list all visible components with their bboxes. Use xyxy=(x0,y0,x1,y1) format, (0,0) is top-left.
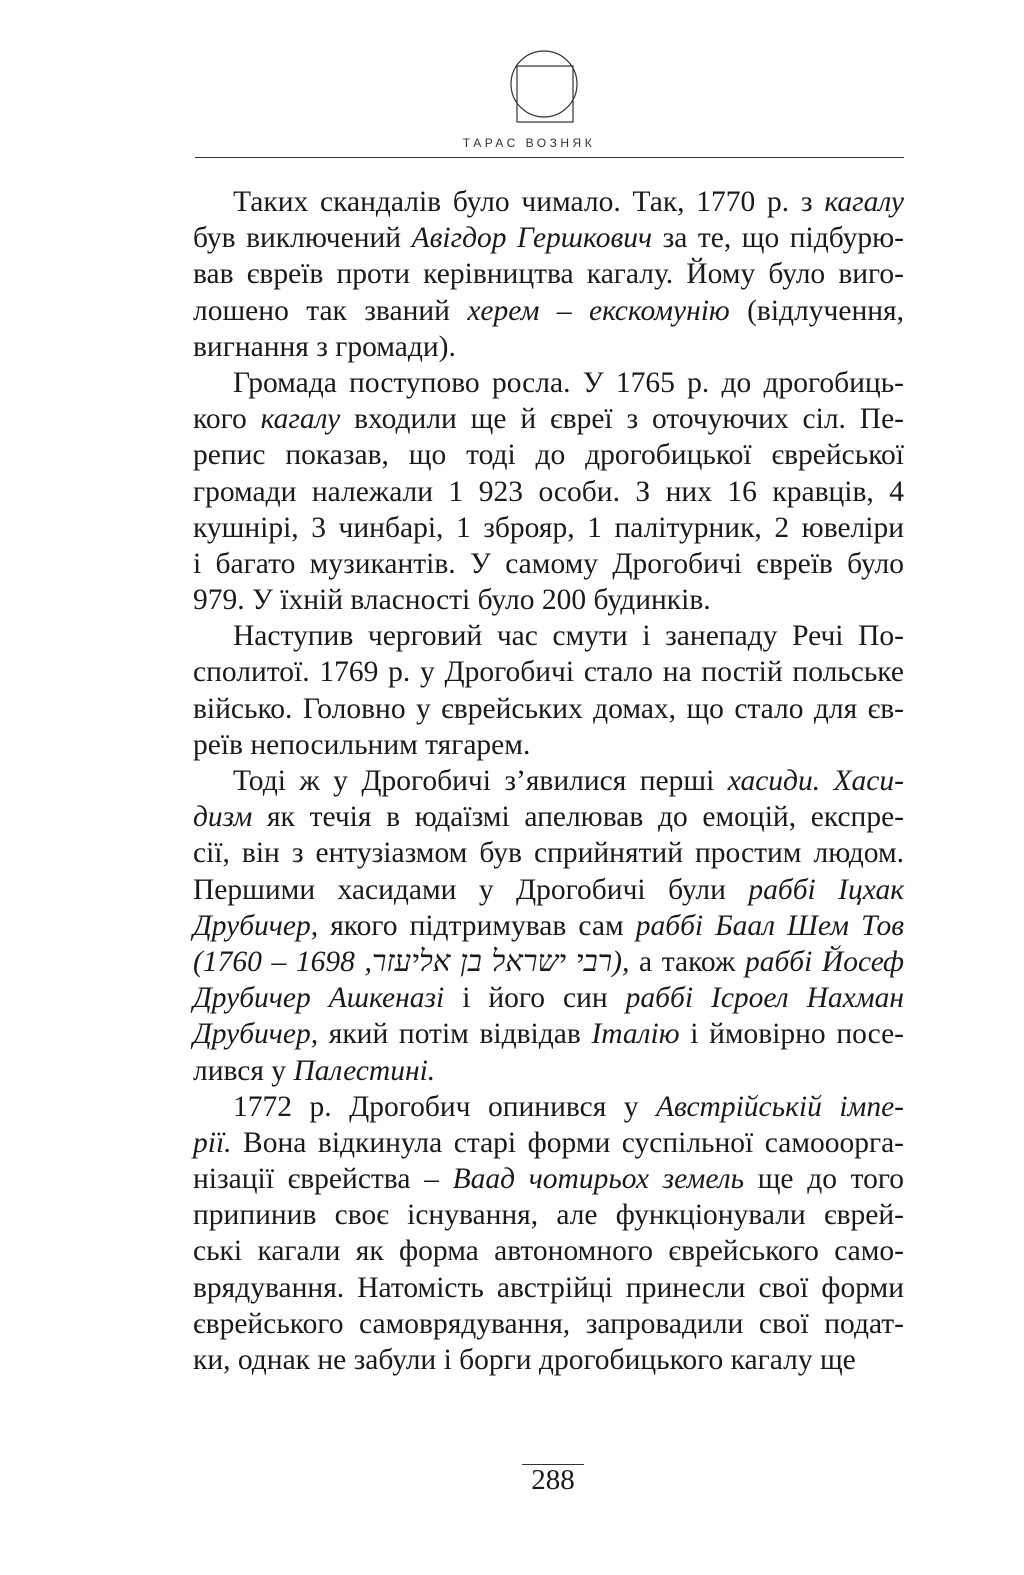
text-run: за те, що підбурю- xyxy=(652,222,904,255)
text-run: лошено так званий xyxy=(193,294,468,327)
text-line xyxy=(193,1306,904,1342)
text-run: Першими хасидами у Дрогобичі були xyxy=(193,873,749,906)
text-line xyxy=(193,980,904,1016)
text-run: сії, він з ентузіазмом був сприйнятий простим людом. xyxy=(193,837,904,870)
text-line xyxy=(193,401,904,437)
text-run: нізації єврейства – xyxy=(193,1163,453,1196)
italic-run: Палестині. xyxy=(293,1054,436,1087)
text-line xyxy=(193,474,904,510)
text-run: який потім відвідав xyxy=(318,1018,592,1051)
paragraph xyxy=(193,1089,904,1379)
text-line xyxy=(193,944,904,980)
text-line xyxy=(193,546,904,582)
text-run: Вона відкинула старі форми суспільної самооорга- xyxy=(231,1126,904,1159)
text-run: входили ще й євреї з оточуючих сіл. Пе- xyxy=(340,403,904,436)
text-line xyxy=(193,727,904,763)
text-run: і його син xyxy=(444,982,626,1015)
text-line xyxy=(193,1125,904,1161)
italic-run: Друбичер Ашкеназі xyxy=(193,982,445,1015)
italic-run: рії. xyxy=(193,1126,232,1159)
paragraph xyxy=(193,365,904,618)
italic-run: Друбичер, xyxy=(193,1018,319,1051)
text-line xyxy=(193,691,904,727)
text-line xyxy=(193,365,904,401)
text-line xyxy=(193,618,904,654)
italic-run: раббі Баал Шем Тов xyxy=(635,909,904,942)
text-run: і ймовірно посе- xyxy=(679,1018,904,1051)
text-line xyxy=(193,654,904,690)
text-line xyxy=(193,799,904,835)
text-run: вав євреїв проти керівництва кагалу. Йому було виго- xyxy=(193,258,904,291)
text-line xyxy=(193,256,904,292)
text-run: припинив своє існування, але функціонували єврей- xyxy=(193,1199,904,1232)
text-run: сполитої. 1769 р. у Дрогобичі стало на постій польське xyxy=(193,656,904,689)
text-line xyxy=(193,220,904,256)
text-run: 1772 р. Дрогобич опинився у xyxy=(233,1090,657,1123)
text-run: (відлучення, xyxy=(729,294,904,327)
italic-run: Ваад чотирьох земель xyxy=(452,1163,745,1196)
circle-square-emblem-icon xyxy=(509,46,579,130)
text-line xyxy=(193,437,904,473)
text-run: військо. Головно у єврейських домах, що стало для єв- xyxy=(193,692,904,725)
text-run: Таких скандалів було чимало. Так, 1770 р. з xyxy=(233,186,825,218)
text-run: ки, однак не забули і борги дрогобицького кагалу ще xyxy=(193,1344,856,1376)
paragraph xyxy=(193,184,904,365)
text-line xyxy=(193,184,904,220)
text-line xyxy=(193,293,904,329)
paragraph xyxy=(193,763,904,1089)
text-line xyxy=(193,1270,904,1306)
text-run: врядування. Натомість австрійці принесли свої форми xyxy=(193,1271,904,1304)
italic-run: раббі Ісроел Нахман xyxy=(625,982,904,1015)
italic-run: Друбичер, xyxy=(193,909,319,942)
running-head: ТАРАС ВОЗНЯК xyxy=(462,136,596,150)
header-rule xyxy=(195,157,904,158)
text-run: лився у xyxy=(193,1054,294,1087)
text-run: був виключений xyxy=(193,222,412,255)
text-run: ще до того xyxy=(744,1163,905,1196)
italic-run: дизм xyxy=(193,801,253,834)
text-run: 979. У їхній власності було 200 будинків. xyxy=(193,584,711,617)
text-line xyxy=(193,1016,904,1052)
italic-run: кагалу xyxy=(260,403,341,436)
text-run: репис показав, що тоді до дрогобицької єврейської xyxy=(193,439,904,472)
italic-run: хасиди. Хаси- xyxy=(727,765,904,797)
text-line xyxy=(193,1342,904,1378)
italic-run: херем – екскомунію xyxy=(467,294,730,327)
text-run: Громада поступово росла. У 1765 р. до дрогобиць- xyxy=(233,366,904,399)
text-line xyxy=(193,1053,904,1089)
text-run: кушнірі, 3 чинбарі, 1 зброяр, 1 палітурник, 2 ювеліри xyxy=(193,511,904,544)
text-line xyxy=(193,1161,904,1197)
text-line xyxy=(193,1197,904,1233)
text-run: кого xyxy=(193,403,261,436)
text-run: якого підтримував сам xyxy=(318,909,636,942)
body-text xyxy=(193,184,904,1378)
italic-run: раббі Іцхак xyxy=(748,873,904,906)
italic-run: кагалу xyxy=(824,186,904,218)
italic-run: Італію xyxy=(591,1018,680,1051)
text-run: ські кагали як форма автономного єврейського само- xyxy=(193,1235,904,1268)
text-line xyxy=(193,510,904,546)
text-line xyxy=(193,835,904,871)
text-run: єврейського самоврядування, запровадили свої подат- xyxy=(193,1307,904,1340)
text-line xyxy=(193,1233,904,1269)
italic-run: раббі Йосеф xyxy=(744,945,904,978)
italic-run: (רבי ישראל בן אליעזר, 1698 – 1760), xyxy=(193,945,630,978)
text-run: реїв непосильним тягарем. xyxy=(193,728,531,761)
text-run: Наступив черговий час смути і занепаду Речі По- xyxy=(233,620,904,653)
page-number: 288 xyxy=(531,1464,575,1496)
text-line xyxy=(193,763,904,799)
text-run: а також xyxy=(629,945,745,978)
text-run: громади належали 1 923 особи. З них 16 кравців, 4 xyxy=(193,475,904,508)
italic-run: Австрійській імпе- xyxy=(656,1090,905,1123)
text-line xyxy=(193,1089,904,1125)
paragraph xyxy=(193,618,904,763)
text-line xyxy=(193,329,904,365)
text-line xyxy=(193,908,904,944)
text-run: як течія в юдаїзмі апелював до емоцій, експре- xyxy=(252,801,904,834)
text-run: Тоді ж у Дрогобичі з’явилися перші xyxy=(233,765,728,797)
text-run: вигнання з громади). xyxy=(193,330,456,363)
text-line xyxy=(193,582,904,618)
text-line xyxy=(193,872,904,908)
text-run: і багато музикантів. У самому Дрогобичі євреїв було xyxy=(193,547,904,580)
italic-run: Авігдор Гершкович xyxy=(411,222,653,255)
